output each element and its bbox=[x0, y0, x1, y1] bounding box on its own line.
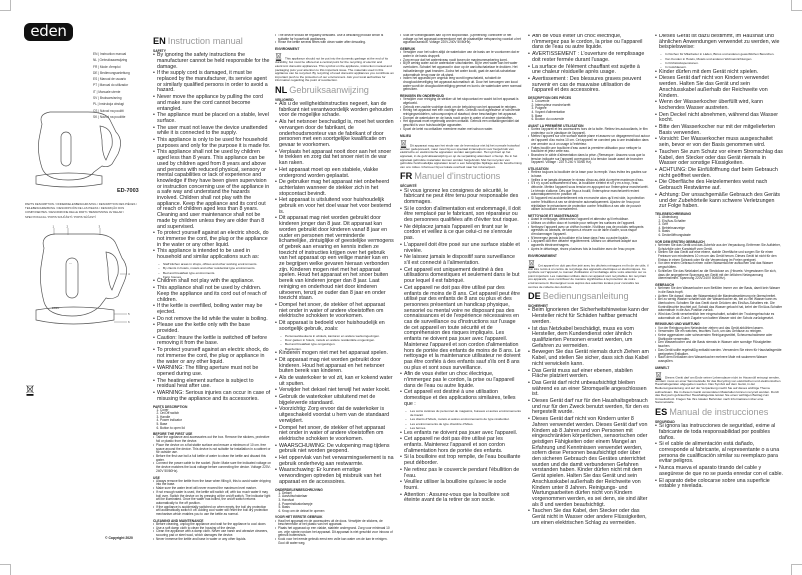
subsection-heading: ONDERDELENBESCHRIJVING bbox=[275, 487, 323, 492]
subsection-heading: TEILEBESCHREIBUNG bbox=[655, 211, 692, 216]
bullet-item: • Dieses Gerät darf nur für den Haushaltsgebrauch und nur für den Zweck benutzt werden, für den es hergestellt wurde. bbox=[528, 399, 650, 416]
parts-list-item: 4. Betriebsanzeige bbox=[662, 227, 783, 231]
bullet-item: • Keine aggressiven oder scheuernden Reinigungsmittel, Scheuerschwämme oder Stahlwolle verwenden. bbox=[655, 334, 783, 341]
bullet-item: • Please use the kettle only with the base provided. bbox=[153, 323, 271, 334]
bullet-item: • Schließen Sie das Netzkabel an die Steckdose an. (Hinweis: Vergewissern Sie sich, dass die angegebene Spannung am Gerät mit der örtlichen Netzspannung übereinstimmt. Spannung 220V-240V 50/60Hz). bbox=[655, 270, 783, 281]
bullet-item: • Nunca mueva el aparato tirando del cable y asegúrese de que no se pueda enredar con el cable. bbox=[655, 466, 783, 477]
bullet-list bbox=[400, 51, 522, 92]
parts-list-item: 4. Powerindicatorlampje bbox=[282, 503, 394, 507]
bullet-item: • Verwenden Sie ein weiches, feuchtes Tuch, um das Gehäuse zu reinigen. bbox=[655, 330, 783, 334]
parts-list-item: 1. Couvercle bbox=[535, 100, 650, 104]
bullet-item: • Indien het apparaat per ongeluk leeg wordt ingeschakeld, schakelt de droogkookbeveiliging het apparaat automatisch uit. Door het toevoegen van koud water wordt de droogkookbeveiliging gereset en kunt u de waterkoker weer normaal gebruiken. bbox=[400, 77, 522, 92]
callout-5: 5 bbox=[128, 312, 130, 316]
parts-list-item: 6. Bouton du couvercle bbox=[535, 118, 650, 122]
parts-list-item: 1. Deksel bbox=[282, 492, 394, 496]
section-heading bbox=[275, 85, 394, 96]
bullet-item: • Kinder dürfen mit dem Gerät nicht spielen. bbox=[655, 70, 783, 76]
bullet-item: • Ne déplacez jamais l'appareil en tirant sur le cordon et veillez à ce que celui-ci ne s'enroule pas. bbox=[400, 225, 522, 242]
bullet-list bbox=[528, 34, 650, 94]
bullet-item: • Afin de vous éviter un choc électrique, n'immergez pas le cordon, la prise ou l'appareil dans de l'eau ou autre liquide. bbox=[528, 34, 650, 51]
column-nl-fr bbox=[400, 34, 522, 554]
environment-notice bbox=[275, 52, 394, 83]
bullet-item: • Dieses Gerät darf nicht von Kindern unter 8 Jahren verwendet werden. Dieses Gerät darf von Kindern ab 8 Jahren und von Personen mit eingeschränkten körperlichen, sensorischen oder geistigen Fähigkeiten oder einem Mangel an Erfahrung und Kenntnissen verwendet werden, sofern diese Personen beaufsichtigt oder über den sicheren Gebrauch des Gerätes unterrichtet wurden und die damit verbundenen Gefahren verstanden haben. Kinder dürfen nicht mit dem Gerät spielen. Halten Sie das Gerät und sein Anschlusskabel außerhalb der Reichweite von Kindern unter 8 Jahren. Reinigungs- und Wartungsarbeiten dürfen nicht von Kindern vorgenommen werden, es sei denn, sie sind älter als 8 und werden beaufsichtigt. bbox=[528, 417, 650, 508]
subsection-heading: VEILIGHEID bbox=[275, 97, 294, 102]
bullet-item: • Veillez à ne jamais dépasser le niveau d'eau au-delà du repère maximum d'eau. bbox=[528, 179, 650, 183]
weee-bin-icon bbox=[26, 384, 34, 396]
bullet-item: • To protect yourself against an electric shock, do not immerse the cord, the plug or appliance in the water or any other liquid. bbox=[153, 348, 271, 365]
parts-list bbox=[275, 492, 394, 514]
bullet-item: • Faites bouillir une bouilloire d'eau avant la première utilisation pour nettoyer la bouilloire et jetez cette eau. bbox=[528, 147, 650, 154]
bullet-item: • Als de waterkoker te vol zit, kan er kokend water uit spuiten. bbox=[275, 376, 394, 387]
bullet-item: • Dompel het snoer, de stekker of het apparaat niet onder in water of andere vloeistoffen om elektrische schokken te voorkomen. bbox=[275, 426, 394, 443]
crop-mark-top-right bbox=[791, 0, 802, 11]
subsection-heading: VOR DEM ERSTEN GEBRAUCH bbox=[655, 239, 705, 244]
subsection-heading: UTILISATION bbox=[528, 167, 549, 172]
bullet-item: • Cet appareil est destiné à une utilisation domestique et des applications similaires, telles que : bbox=[400, 390, 522, 407]
bullet-item: • Sluit de voedingskabel aan op het stopcontact. (Opmerking: controleer of het voltage op het apparaat overeenkomt met de plaatselijke netspanning voordat u het apparaat aansluit. Voltage 220V-240V 50/60Hz). bbox=[400, 34, 522, 45]
bullet-item: • If not enough water is used, the kettle will switch off, with too much water it may boil over. Switch the device on by pressing at the on/off switch. The indicator light will be illuminated. Once the water has boiled, the on/off switch returns automatically to the off position. bbox=[153, 491, 271, 506]
language-item: DE | Bedienungsanleitung bbox=[93, 70, 130, 75]
bullet-item: • Dompel de waterkoker en de basis nooit onder in water of andere vloeistoffen. bbox=[400, 117, 522, 121]
bullet-item: • Branchez le câble d'alimentation dans la prise. (Remarque : Assurez-vous que la tension indiquée sur l'appareil correspond à la tension locale avant de brancher l'appareil. Voltage : 220 V-240 V 50/60 Hz). bbox=[528, 154, 650, 165]
bullet-item: • Dit apparaat is bedoeld voor huishoudelijk en soortgelijk gebruik, zoals: bbox=[275, 321, 394, 332]
parts-list-item: 1. Cover bbox=[160, 409, 271, 413]
bullet-item: • Als het netsnoer beschadigd is, moet het worden vervangen door de fabrikant, de onderhoudsmonteur van de fabrikant of door personen met een soortgelijke kwalificatie om gevaar te voorkomen. bbox=[275, 120, 394, 149]
bullet-item: • Dit apparaat mag niet worden gebruikt door kinderen. Houd het apparaat en het netsnoer buiten bereik van kinderen. bbox=[275, 358, 394, 375]
bullet-item: – Les coins cuisines du personnel de magasins, bureaux et autres environnements de travail. bbox=[400, 409, 522, 418]
bullet-item: • Het apparaat is uitsluitend voor huishoudelijk gebruik en voor het doel waar het voor bestemd is. bbox=[275, 198, 394, 215]
bullet-item: • Retirez toujours la bouilloire de la base pour la remplir. Vous évitez les gouttes sur la base. bbox=[528, 171, 650, 178]
environment-text: Dieses Gerät darf am Ende seiner Lebensdauer nicht im Hausmüll entsorgt werden, sondern muss an einer Sammelstelle für das Recycling von elektrischen und elektronischen Haushaltsgeräten abgegeben werden. Das Symbol auf dem Gerät, in der Bedienungsanleitung und auf der Verpackung macht Sie auf dieses wichtige Thema aufmerksam. Die in diesem Gerät verwendeten Materialien können recycelt werden. Durch das Recyceln gebrauchter Haushaltsgeräte leisten Sie einen wichtigen Beitrag zum Umweltschutz. Fragen Sie Ihre lokalen Behörden nach Informationen über eine Sammelstelle. bbox=[655, 375, 781, 405]
parts-list-item: 6. Button to open lid bbox=[160, 427, 271, 431]
bullet-item: • Verwijder voor reiniging de stekker uit het stopcontact en wacht tot het apparaat is afgekoeld. bbox=[400, 98, 522, 105]
bullet-list bbox=[275, 351, 394, 485]
sub-bullet-list bbox=[275, 334, 394, 352]
environment-text: Dit apparaat mag aan het einde van de levensduur niet bij het normale huisafval worden gedeponeerd, maar moet bij een speciaal inzamelpunt voor hergebruik van elektrische en elektronische apparaten worden aangeboden. Het symbool op het apparaat, in de gebruiksaanwijzing en op de verpakking attendeert u hierop. De in het apparaat gebruikte materialen kunnen worden hergebruikt. Met het recyclen van gebruikte huishoudelijke apparaten levert u een belangrijke bijdrage aan de bescherming van ons milieu. Informeer bij uw lokale overheid naar het inzamelpunt. bbox=[400, 143, 522, 169]
bullet-item: • The device should be regularly descaled. Use a descaling product which is suitable for household appliances. bbox=[275, 34, 394, 41]
bullet-item: • Nettoyez l'appareil avec un chiffon humide. N'utilisez pas de produits nettoyants agressifs ou abrasifs, de tampons à récurer ou de laine d'acier, sous risque d'endommager l'appareil. bbox=[528, 226, 650, 237]
bullet-item: • Plaats het apparaat op een vlakke, stabiele ondergrond. Zorg voor minimaal 10 cm. vrije ruimte rondom het apparaat. Dit apparaat is niet geschikt voor inbouw of gebruik buitenshuis. bbox=[275, 527, 394, 538]
bullet-item: • Spoel de ketel na ontkalken meerdere malen met schoon water. bbox=[400, 128, 522, 132]
bullet-item: • By ignoring the safety instructions the manufacturer cannot be held responsible for the damage. bbox=[153, 53, 271, 70]
bullet-item: • Sortez l'appareil et les accessoires hors de la boîte. Retirez les autocollants, le film protecteur ou le plastique de l'appareil. bbox=[528, 128, 650, 135]
parts-list bbox=[153, 409, 271, 431]
bullet-list bbox=[528, 308, 650, 526]
bullet-item: • The heating element surface is subject to residual heat after use. bbox=[153, 379, 271, 390]
callout-2: 2 bbox=[66, 224, 69, 229]
bullet-item: • Place the device on a flat stable surface and ensure a minimum of 10 cm. free space around the device. This device is not suitable for installation in a cabinet or for outside use. bbox=[153, 444, 271, 455]
bullet-item: – Staff kitchen areas in shops, offices and other working environments. bbox=[153, 262, 271, 266]
subsection-heading: DESCRIPTION DES PIÈCES bbox=[528, 96, 572, 101]
bullet-item: • El aparato debe colocarse sobre una superficie estable y nivelada. bbox=[655, 479, 783, 490]
copyright: © Copyright 2020 bbox=[105, 536, 133, 540]
callout-3: 3 bbox=[98, 224, 101, 229]
bullet-item: • Voorzichtig: Zorg ervoor dat de waterkoker is uitgeschakeld voordat u hem van de standaard verwijdert. bbox=[275, 407, 394, 424]
kettle-illustration bbox=[28, 110, 128, 190]
bullet-list bbox=[655, 244, 783, 281]
bullet-list bbox=[153, 523, 271, 542]
bullet-item: • Veuillez utiliser la bouilloire qu'avec le socle fourni. bbox=[400, 480, 522, 491]
bullet-item: • Si l'appareil est accidentellement mis en marche alors qu'il est vide, la protection contre l'ébullition à sec se déclenche automatiquement. Ajoutez de l'eau pour réinitialiser le mécanisme de protection contre l'ébullition à sec afin de pouvoir utiliser la bouilloire normalement. bbox=[528, 197, 650, 212]
bullet-item: • Zorg ervoor dat het waterniveau nooit boven de maximummarkering komt. bbox=[400, 59, 522, 63]
bullet-item: • Verwijder voor het vullen altijd de waterkoker van de basis om te voorkomen dat er water in de basis druppelt. bbox=[400, 51, 522, 58]
environment-text: Cet appareil ne doit pas être jeté avec les déchets ménagers en fin de vie utile, il doit être remis à un centre de recyclage des appareils électriques et électroniques. Ce symbole sur l'appareil, le manuel d'utilisation et l'emballage attire votre attention sur ce point important. Les matériaux utilisés dans cet appareil sont recyclables. En recyclant vos appareils, vous contribuez de manière significative à la protection de notre environnement. Renseignez-vous auprès des autorités locales pour connaître les centres de collecte des déchets. bbox=[528, 263, 649, 289]
bullet-item: • Mettez l'appareil sur une surface stable plane et assurez un dégagement tout autour de l'appareil d'au moins 10 cm. Cet appareil ne convient pas à une installation dans une armoire ou à un usage à l'extérieur. bbox=[528, 135, 650, 146]
bullet-item: • Dieses Gerät darf nicht von Kindern verwendet werden. Halten Sie das Gerät und sein Anschlusskabel außerhalb der Reichweite von Kindern. bbox=[655, 76, 783, 99]
bullet-item: • Vor dem ersten Gebrauch einen vollen Wasserkocher aufkochen und das Wasser wegschütten. bbox=[655, 262, 783, 269]
bullet-item: • Das Gerät darf nicht unbeaufsichtigt bleiben während es an einer Stromquelle angeschlossen ist. bbox=[528, 381, 650, 398]
parts-list-item: 6. Deckelöffnungstaste bbox=[662, 234, 783, 238]
bullet-item: • Den Wasserkocher und die Basis niemals in Wasser oder sonstige Flüssigkeiten tauchen. bbox=[655, 341, 783, 348]
parts-list-item: 1. Abdeckung bbox=[662, 216, 783, 220]
bullet-item: • Gebruik een zachte vochtige doek om de behuizing van het apparaat te reinigen. bbox=[400, 106, 522, 110]
subsection-heading: REINIGUNG UND WARTUNG bbox=[655, 322, 700, 327]
parts-list-item: 3. Griff bbox=[662, 223, 783, 227]
subsection-heading: MILIEU bbox=[400, 133, 412, 138]
language-code: FR bbox=[400, 171, 413, 182]
sub-bullet-list bbox=[655, 52, 783, 70]
bullet-list bbox=[528, 171, 650, 212]
bullet-item: – Les clients d'hôtels, motels et autres environnements de type résidentiel. bbox=[400, 417, 522, 421]
language-code: ES bbox=[655, 407, 668, 418]
bullet-item: • Les enfants ne doivent pas jouer avec l'appareil. bbox=[400, 431, 522, 437]
subsection-heading: BEFORE THE FIRST USE bbox=[153, 432, 193, 437]
bullet-item: • Het oppervlak van het verwarmingselement is na gebruik onderhevig aan restwarmte. bbox=[275, 456, 394, 467]
bullet-list bbox=[153, 436, 271, 473]
bullet-list bbox=[655, 70, 783, 210]
bullet-item: • Make sure the water level will never exceed the maximum level marker. bbox=[153, 487, 271, 491]
bullet-list bbox=[655, 287, 783, 320]
bullet-item: • Before the first use boil a full kettle of water to clean the kettle and discard this water. bbox=[153, 455, 271, 462]
bullet-item: • Achten Sie darauf, dass der Wasserstand die Maximalmarkierung nie überschreitet. bbox=[655, 295, 783, 299]
bullet-item: • Achtung: Der unsachgemäße Gebrauch des Geräts und der Zubehörteile kann schwere Verletzungen zur Folge haben. bbox=[655, 193, 783, 210]
sub-bullet-list bbox=[400, 409, 522, 431]
bullet-item: • AVERTISSEMENT : L'ouverture de remplissage doit rester fermée durant l'usage. bbox=[528, 52, 650, 63]
column-de-es bbox=[655, 34, 783, 554]
section-title: Bedienungsanleitung bbox=[542, 291, 629, 302]
bullet-item: • Den Deckel nicht abnehmen, während das Wasser kocht. bbox=[655, 113, 783, 124]
language-item: PL | Instrukcja obsługi bbox=[93, 102, 125, 107]
subsection-heading: PARTS DESCRIPTION bbox=[153, 404, 188, 409]
bullet-item: • If the appliance is accidentally switched on when empty, the boil dry protection will automatically switch it off. Adding cool water will reset the boil dry protection mechanism which enables you to use the kettle as normal. bbox=[153, 506, 271, 517]
parts-list-item: 3. Handvat bbox=[282, 499, 394, 503]
bullet-item: • Before cleaning, unplug the appliance and wait for the appliance to cool down. bbox=[153, 523, 271, 527]
subsection-heading: SÉCURITÉ bbox=[400, 184, 417, 189]
cover-panel bbox=[0, 0, 150, 575]
subsection-heading: ENVIRONMENT bbox=[275, 47, 300, 52]
bullet-item: • Attention : Assurez-vous que la bouilloire soit éteinte avant de la retirer de son socle. bbox=[400, 493, 522, 504]
bullet-item: • La surface de l'élément chauffant est sujette à une chaleur résiduelle après usage. bbox=[528, 65, 650, 76]
bullet-item: • This appliance shall not be used by children aged less than 8 years. This appliance can be used by children aged from 8 years and above and persons with reduced physical, sensory or mental capabilities or lack of experience and knowledge if they have been given supervision or instruction concerning use of the appliance in a safe way and understand the hazards involved. Children shall not play with the appliance. Keep the appliance and its cord out of reach of children aged less than 8 years. Cleaning and user maintenance shall not be made by children unless they are older than 8 and supervised. bbox=[153, 150, 271, 230]
parts-list-item: 3. Poignée bbox=[535, 107, 650, 111]
bullet-item: • Stellen Sie das Gerät auf eine ebene, stabile Oberfläche und sorgen Sie für einen Freiraum von mindestens 10 cm um das Gerät herum. Dieses Gerät ist nicht für den Einbau in einen Schrank oder für die Verwendung im Freien geeignet. bbox=[655, 251, 783, 262]
bullet-item: • Verplaats het apparaat nooit door aan het snoer te trekken en zorg dat het snoer niet in de war kan raken. bbox=[275, 150, 394, 167]
language-item: CS | Návod na použití bbox=[93, 108, 124, 113]
bullet-item: – By clients in hotels, motels and other residential type environments. bbox=[153, 266, 271, 270]
bullet-item: • Haal het apparaat en de accessoires uit de doos. Verwijder de stickers, de beschermfolie of het plastic van het apparaat. bbox=[275, 520, 394, 527]
bullet-item: • Ist das Netzkabel beschädigt, muss es vom Hersteller, dem Kundendienst oder ähnlich qualifizierten Personen ersetzt werden, um Gefahren zu vermeiden. bbox=[528, 327, 650, 350]
bullet-item: • This appliance is only to be used for household purposes and only for the purpose it is made for. bbox=[153, 138, 271, 149]
bullet-item: • Wenn der Wasserkocher überfüllt wird, kann kochendes Wasser austreten. bbox=[655, 100, 783, 111]
bullet-item: • Vor der Reinigung den Netzstecker ziehen und das Gerät abkühlen lassen. bbox=[655, 327, 783, 331]
bullet-item: • Never move the appliance by pulling the cord and make sure the cord cannot become entangled. bbox=[153, 95, 271, 112]
bullet-item: • Kinderen mogen niet met het apparaat spelen. bbox=[275, 351, 394, 357]
bullet-item: • Het apparaat moet op een stabiele, vlakke ondergrond worden geplaatst. bbox=[275, 168, 394, 179]
bullet-item: • Verwijder het deksel niet terwijl het water kookt. bbox=[275, 388, 394, 394]
parts-list-item: 4. Voyant d'alimentation bbox=[535, 111, 650, 115]
bullet-item: • The appliance must be placed on a stable, level surface. bbox=[153, 113, 271, 124]
bullet-item: – Les environnements de type chambre d'hôtes. bbox=[400, 422, 522, 426]
bullet-item: • Nach dem Entkalken den Wasserkocher mehrere Male mit sauberem Wasser ausspülen. bbox=[655, 356, 783, 363]
bullet-list bbox=[655, 327, 783, 364]
bullet-item: • Take the appliance and accessories out the box. Remove the stickers, protective foil or plastic from the device. bbox=[153, 436, 271, 443]
bullet-item: – Bed and breakfast type environments. bbox=[153, 271, 271, 275]
bullet-item: • Never immerse the kettle and base in water or any other liquids. bbox=[153, 538, 271, 542]
section-title: Instruction manual bbox=[167, 36, 243, 46]
bullet-list bbox=[655, 34, 783, 51]
column-fr-de bbox=[528, 34, 650, 554]
bullet-item: • Die Oberfläche des Heizelementes weist nach Gebrauch Restwärme auf. bbox=[655, 180, 783, 191]
section-heading bbox=[153, 36, 271, 47]
bullet-item: • Après le détartrage, rincez plusieurs fois la bouilloire avec de l'eau propre. bbox=[528, 248, 650, 252]
bullet-item: • Vorsicht: Der Wasserkocher muss ausgeschaltet sein, bevor er von der Basis genommen wird. bbox=[655, 137, 783, 148]
bullet-item: • Use a soft damp cloth to clean the housing of the device. bbox=[153, 527, 271, 531]
language-code: EN bbox=[153, 36, 166, 46]
bullet-item: • The user must not leave the device unattended while it is connected to the supply. bbox=[153, 126, 271, 137]
language-item: FR | Mode d'emploi bbox=[93, 64, 121, 69]
bullet-list bbox=[400, 189, 522, 408]
language-item: PT | Manual do utilizador bbox=[93, 83, 129, 88]
bullet-item: • Do not remove the lid while the water is boiling. bbox=[153, 317, 271, 323]
subsection-heading: VOOR HET EERSTE GEBRUIK bbox=[275, 515, 323, 520]
subsection-heading: NETTOYAGE ET MAINTENANCE bbox=[528, 213, 579, 218]
model-number: ED-7003 bbox=[117, 188, 139, 194]
bullet-item: • Si el cable de alimentación está dañado, corresponde al fabricante, al representante o a una persona de cualificación similar su reemplazo para evitar peligros. bbox=[655, 442, 783, 465]
bullet-list bbox=[528, 128, 650, 165]
subsection-heading: USE bbox=[153, 475, 160, 480]
bullet-list bbox=[153, 53, 271, 261]
bullet-item: • Afin de vous éviter un choc électrique, n'immergez pas le cordon, la prise ou l'appareil dans de l'eau ou autre liquide. bbox=[400, 372, 522, 389]
bullet-item: – Les fermes. bbox=[400, 426, 522, 430]
kettle-brand-label: EDEN bbox=[52, 307, 60, 310]
bullet-list bbox=[655, 424, 783, 490]
bullet-list bbox=[400, 34, 522, 45]
bullet-item: • To protect yourself against an electric shock, do not immerse the cord, the plug or the appliance in the water or any other liquid. bbox=[153, 231, 271, 248]
callout-1: 1 bbox=[52, 224, 55, 229]
subsection-heading: GEBRUIK bbox=[400, 47, 416, 52]
section-title: Gebruiksaanwijzing bbox=[289, 84, 369, 95]
parts-list-item: 4. Power indicator bbox=[160, 419, 271, 423]
bullet-item: • N'immergez jamais la bouilloire et la base dans l'eau ou autre liquide. bbox=[528, 237, 650, 241]
parts-list bbox=[655, 216, 783, 238]
bullet-item: • Tauchen Sie zum Schutz vor einem Stromschlag das Kabel, den Stecker oder das Gerät niemals in Wasser oder sonstige Flüssigkeiten. bbox=[655, 150, 783, 167]
bullet-item: • Das Gerät muss auf einer ebenen, stabilen Fläche platziert werden. bbox=[528, 369, 650, 380]
bullet-item: – Door gasten in hotels, motels en andere residentiële omgevingen. bbox=[275, 338, 394, 342]
bullet-item: • ACHTUNG: Die Einfüllöffnung darf beim Gebrauch nicht geöffnet werden. bbox=[655, 168, 783, 179]
bullet-item: • Dieses Gerät ist dazu bestimmt, im Haushalt und ähnlichen Anwendungen verwendet zu werden, wie beispielsweise: bbox=[655, 34, 783, 51]
bullet-list bbox=[153, 480, 271, 517]
subsection-heading: SEGURIDAD bbox=[655, 420, 675, 425]
language-item: IT | Manuale utente bbox=[93, 89, 121, 94]
bullet-item: • If the kettle is overfilled, boiling water may be ejected. bbox=[153, 304, 271, 315]
bullet-item: • Reinig het apparaat met een vochtige doek. Gebruik nooit agressieve of schurende reinigingsmiddelen, schuursponsjes of staalwol; deze beschadigen het apparaat. bbox=[400, 109, 522, 116]
environment-notice bbox=[528, 259, 650, 290]
bullet-item: • Bei zu wenig Wasser schaltet sich der Wasserkocher ab, bei zu viel Wasser kann es überkochen. Schalten Sie das Gerät durch Drücken des Ein/Aus-Schalters ein. Die Kontrollleuchte leuchtet auf. Sobald das Wasser gekocht hat, kehrt der Ein/Aus-Schalter automatisch in die Aus-Position zurück. bbox=[655, 298, 783, 313]
parts-caption: PARTS DESCRIPTION / ONDERDELENBESCHRIJVING / DESCRIPTION DES PIÈCES / TEILEBESCHREIBUNG / DESCRIPCIÓN DE LAS PIEZAS / DESCRIÇÃO DOS COMPONENTES / DESCRIZIONE DELLE PARTI / BESKRIVNING AV DELAR / SPECYFIKACJA / POPIS SOUČÁSTÍ / POPIS SÚČASTÍ bbox=[25, 202, 137, 219]
environment-notice bbox=[655, 371, 783, 405]
svg-text:—: — bbox=[69, 261, 72, 265]
bullet-item: • Gebruik de waterkoker uitsluitend met de bijgeleverde standaard. bbox=[275, 395, 394, 406]
bullet-item: • Si vous ignorez les consignes de sécurité, le fabricant ne peut être tenu pour responsable des dommages. bbox=[400, 189, 522, 206]
subsection-heading: UMWELT bbox=[655, 365, 670, 370]
bullet-item: • L'appareil doit être posé sur une surface stable et nivelée. bbox=[400, 243, 522, 254]
bullet-item: • Avertissement : Des blessures graves peuvent survenir en cas de mauvaise utilisation de l'appareil et des accessoires. bbox=[528, 77, 650, 94]
bullet-list bbox=[275, 34, 394, 45]
subsection-heading: ENVIRONNEMENT bbox=[528, 253, 557, 258]
section-heading bbox=[400, 171, 522, 182]
bullet-item: • Cet appareil est uniquement destiné à des utilisations domestiques et seulement dans le but pour lequel il est fabriqué. bbox=[400, 268, 522, 285]
parts-list-item: 3. Handle bbox=[160, 416, 271, 420]
bullet-item: – Boerderijen. bbox=[275, 347, 394, 351]
bullet-list bbox=[400, 431, 522, 504]
language-code: NL bbox=[275, 84, 288, 95]
parts-list bbox=[528, 100, 650, 122]
bullet-item: • Nehmen Sie das Gerät und das Zubehör aus der Verpackung. Entfernen Sie Aufkleber, Schutzfolie oder Kunststoff vom Gerät. bbox=[655, 244, 783, 251]
parts-list-item: 2. Interrupteur marche/arrêt bbox=[535, 104, 650, 108]
bullet-item: • This appliance shall not be used by children. Keep the appliance and its cord out of reach of children. bbox=[153, 286, 271, 303]
bullet-item: – In Küchen für Mitarbeiter in Läden, Büros und anderen gewerblichen Bereichen. bbox=[655, 52, 783, 56]
bullet-item: – In Frühstückspensionen. bbox=[655, 61, 783, 65]
parts-list-item: 2. Aan/uitschakelaar bbox=[282, 495, 394, 499]
language-item: SK | Návod na použitie bbox=[93, 114, 126, 119]
bullet-item: • Caution: Insure the kettle is switched off before removing it from the base. bbox=[153, 336, 271, 347]
bullet-item: • Bewegen Sie das Gerät niemals durch Ziehen am Kabel, und stellen Sie sicher, dass sich das Kabel nicht verwickeln kann. bbox=[528, 350, 650, 367]
bullet-item: • Kook voor het eerste gebruik eerst een volle kan water om de kan te reinigen. Gooi dit water weg. bbox=[275, 538, 394, 545]
callout-4: 4 bbox=[128, 272, 130, 276]
subsection-heading: SAFETY bbox=[153, 49, 167, 53]
bullet-item: • Cet appareil ne doit pas être utilisé par des enfants de moins de 8 ans. Cet appareil peut être utilisé par des enfants de 8 ans ou plus et des personnes présentant un handicap physique, sensoriel ou mental voire ne disposant pas des connaissances et de l'expérience nécessaires en cas de surveillance ou d'instructions sur l'usage de cet appareil en toute sécurité et de compréhension des risques impliqués. Les enfants ne doivent pas jouer avec l'appareil. Maintenez l'appareil et son cordon d'alimentation hors de portée des enfants de moins de 8 ans. Le nettoyage et la maintenance utilisateur ne doivent pas être confiés à des enfants sauf s'ils ont 8 ans ou plus et sont sous surveillance. bbox=[400, 286, 522, 372]
bullet-item: • If the supply cord is damaged, it must be replaced by the manufacturer, its service agent or similarly qualified persons in order to avoid a hazard. bbox=[153, 71, 271, 94]
bullet-list bbox=[528, 218, 650, 251]
parts-list-item: 5. Base bbox=[160, 423, 271, 427]
parts-list-item: 2. Ein/Aus-Schalter bbox=[662, 220, 783, 224]
bullet-list bbox=[153, 279, 271, 402]
bullet-item: • L'appareil doit être détartré régulièrement. Utilisez un détartrant adapté aux appareils électroménagers. bbox=[528, 240, 650, 247]
bullet-item: • Cet appareil ne doit pas être utilisé par les enfants. Maintenez l'appareil et son cordon d'alimentation hors de portée des enfants. bbox=[400, 437, 522, 454]
subsection-heading: REINIGEN EN ONDERHOUD bbox=[400, 94, 444, 99]
column-nl bbox=[275, 34, 394, 554]
bullet-item: – In Gutshäusern. bbox=[655, 65, 783, 69]
bullet-item: • Wird das Gerät versehentlich leer eingeschaltet, schaltet der Trockengehschutz es automatisch ab. Durch Zugabe von kaltem Wasser wird der Schutz zurückgesetzt. bbox=[655, 313, 783, 320]
bullet-item: • This appliance is intended to be used in household and similar applications such as: bbox=[153, 249, 271, 260]
bullet-item: • S'il n'y a pas suffisamment d'eau, la bouilloire s'éteint et s'il y en a trop, l'eau déborde. Mettez l'appareil sous tension en appuyant sur l'interrupteur marche/arrêt. Le témoin s'allume. Dès que l'eau a bouilli, l'interrupteur marche/arrêt revient automatiquement en position off. bbox=[528, 182, 650, 197]
language-item: EN | Instruction manual bbox=[93, 52, 127, 56]
crop-mark-bottom-right bbox=[791, 564, 802, 575]
callout-6: 6 bbox=[128, 320, 130, 324]
bullet-item: • Tauchen Sie das Kabel, den Stecker oder das Gerät nicht in Wasser oder andere Flüssigkeiten, um einen elektrischen Schlag zu vermeiden. bbox=[528, 509, 650, 526]
bullet-item: – Personeelskeukens in winkels, kantoren en andere werkomgevingen. bbox=[275, 334, 394, 338]
bullet-item: • Connect the power cable to the socket. (Note: Make sure the indicated voltage on the device matches the local voltage before connecting the device. Voltage 220V-240V 50/60Hz). bbox=[153, 462, 271, 473]
parts-list-item: 5. Base bbox=[535, 115, 650, 119]
bullet-item: • Avant le nettoyage, débranchez l'appareil et attendez qu'il refroidisse. bbox=[528, 218, 650, 222]
bullet-item: • WARNING: The filling aperture must not be opened during use. bbox=[153, 366, 271, 377]
bullet-item: • De gebruiker mag het apparaat niet onbeheerd achterlaten wanneer de stekker zich in het stopcontact bevindt. bbox=[275, 180, 394, 197]
bullet-item: • Het apparaat moet regelmatig worden ontkalkt. Gebruik een ontkalkingsmiddel dat geschikt is voor huishoudelijke apparaten. bbox=[400, 120, 522, 127]
bullet-item: • Waarschuwing: Er kunnen ernstige verwondingen optreden bij misbruik van het apparaat en de accessoires. bbox=[275, 468, 394, 485]
bullet-item: • Ne laissez jamais le dispositif sans surveillance s'il est connecté à l'alimentation. bbox=[400, 255, 522, 266]
bullet-item: • Das Gerät sollte regelmäßig entkalkt werden. Verwenden Sie einen für Haushaltsgeräte geeigneten Entkalker. bbox=[655, 349, 783, 356]
bullet-item: – Farm houses. bbox=[153, 275, 271, 279]
bullet-item: • Clean the appliance with a damp cloth. Never use harsh and abrasive cleaners, scouring pad or steel wool, which damages the device. bbox=[153, 530, 271, 537]
bullet-item: • Dompel het snoer, de stekker of het apparaat niet onder in water of andere vloeistoffen om elektrische schokken te voorkomen. bbox=[275, 303, 394, 320]
bullet-item: • Si le cordon d'alimentation est endommagé, il doit être remplacé par le fabricant, son réparateur ou des personnes qualifiées afin d'éviter tout risque. bbox=[400, 207, 522, 224]
bullet-item: • Si ignora las instrucciones de seguridad, exime al fabricante de toda responsabilidad por posibles daños. bbox=[655, 424, 783, 441]
parts-list-item: 5. Basis bbox=[282, 506, 394, 510]
bullet-item: • Dit apparaat mag niet worden gebruikt door kinderen jonger dan 8 jaar. Dit apparaat kan worden gebruikt door kinderen vanaf 8 jaar en ouder en personen met verminderde lichamelijke, zintuiglijke of geestelijke vermogens of gebrek aan ervaring en kennis indien ze toezicht of instructies krijgen over het gebruik van het apparaat op een veilige manier kan en ze begrijpen welke gevaren hieraan verbonden zijn. Kinderen mogen niet met het apparaat spelen. Houd het apparaat en het snoer buiten bereik van kinderen jonger dan 8 jaar. Laat reiniging en onderhoud niet door kinderen uitvoeren, tenzij ze ouder dan 8 jaar en onder toezicht staan. bbox=[275, 216, 394, 302]
environment-notice bbox=[400, 139, 522, 170]
subsection-heading: CLEANING AND MAINTENANCE bbox=[153, 518, 204, 523]
bullet-item: • Bitte den Wasserkocher nur mit der mitgelieferten Basis verwenden. bbox=[655, 125, 783, 136]
language-item: NL | Gebruiksaanwijzing bbox=[93, 58, 128, 63]
section-title: Manuel d'instructions bbox=[414, 171, 501, 182]
bullet-item: • WAARSCHUWING: De vulopening mag tijdens gebruik niet worden geopend. bbox=[275, 444, 394, 455]
section-heading bbox=[655, 407, 783, 418]
bullet-item: – Bed and breakfast type omgevingen. bbox=[275, 342, 394, 346]
parts-list-item: 5. Basis bbox=[662, 230, 783, 234]
bullet-item: • Rinse the kettle several times with clean water after descaling. bbox=[275, 41, 394, 45]
environment-text: This appliance should not be put into the domestic garbage at the end of its durability, but must be offered at a central point for the recycling of electric and electronic domestic appliances. This symbol on the appliance, instruction manual and packaging puts your attention to this important issue. The materials used in this appliance can be recycled. By recycling of used domestic appliances you contribute an important push to the protection of our environment. Ask your local authorities for information regarding the point of recollection. bbox=[275, 56, 394, 83]
brand-logo: eden bbox=[24, 23, 73, 41]
language-item: ES | Manual de usuario bbox=[93, 77, 127, 82]
bullet-list bbox=[275, 520, 394, 546]
bullet-item: • Utilisez un chiffon doux et humide pour nettoyer les surfaces de l'appareil. bbox=[528, 222, 650, 226]
bullet-item: • Children shall not play with the appliance. bbox=[153, 279, 271, 285]
bullet-item: • Nehmen Sie den Wasserkocher zum Befüllen immer von der Basis, damit kein Wasser in die Basis tropft. bbox=[655, 287, 783, 294]
bullet-item: • Always remove the kettle from the base when filling it, this to avoid water dripping into the base. bbox=[153, 480, 271, 487]
parts-list-item: 6. Knop om de deksel te openen bbox=[282, 510, 394, 514]
subsection-heading: AVANT LA PREMIÈRE UTILISATION bbox=[528, 123, 584, 128]
language-item: SV | Bruksanvisning bbox=[93, 96, 122, 101]
column-en bbox=[153, 34, 271, 554]
parts-list-item: 2. On/Off switch bbox=[160, 412, 271, 416]
bullet-list bbox=[400, 98, 522, 131]
bullet-item: • Beim Ignorieren der Sicherheitshinweise kann der Hersteller nicht für Schäden haftbar gemacht werden. bbox=[528, 308, 650, 325]
subsection-heading: SICHERHEIT bbox=[528, 304, 548, 309]
bullet-list bbox=[275, 102, 394, 332]
bullet-item: • Ne retirez pas le couvercle pendant l'ébullition de l'eau. bbox=[400, 468, 522, 479]
bullet-item: • WARNING: Serious injuries can occur in case of misusing the appliance and its accessories. bbox=[153, 391, 271, 402]
section-title: Manual de instrucciones bbox=[669, 407, 769, 418]
bullet-item: • Bij te weinig water zal de waterkoker uitschakelen. Bij te veel water kan het water overkoken. Schakel het apparaat in door op de aan/uitschakelaar te drukken. Het indicatielampje gaat branden. Zodra het water kookt, gaat de aan/uit-schakelaar automatisch terug naar de uit-stand. bbox=[400, 62, 522, 77]
bullet-item: – Von Kunden in Hotels, Motels und anderen Wohneinrichtungen. bbox=[655, 57, 783, 61]
language-code: DE bbox=[528, 291, 541, 302]
sub-bullet-list bbox=[153, 262, 271, 280]
bullet-item: • Si la bouilloire est trop remplie, de l'eau bouillante peut déborder. bbox=[400, 455, 522, 466]
kettle-parts-diagram bbox=[30, 226, 140, 336]
bullet-item: • Als u de veiligheidsinstructies negeert, kan de fabrikant niet verantwoordelijk worden gehouden voor de mogelijke schade. bbox=[275, 102, 394, 119]
section-heading bbox=[528, 291, 650, 302]
subsection-heading: GEBRAUCH bbox=[655, 282, 675, 287]
